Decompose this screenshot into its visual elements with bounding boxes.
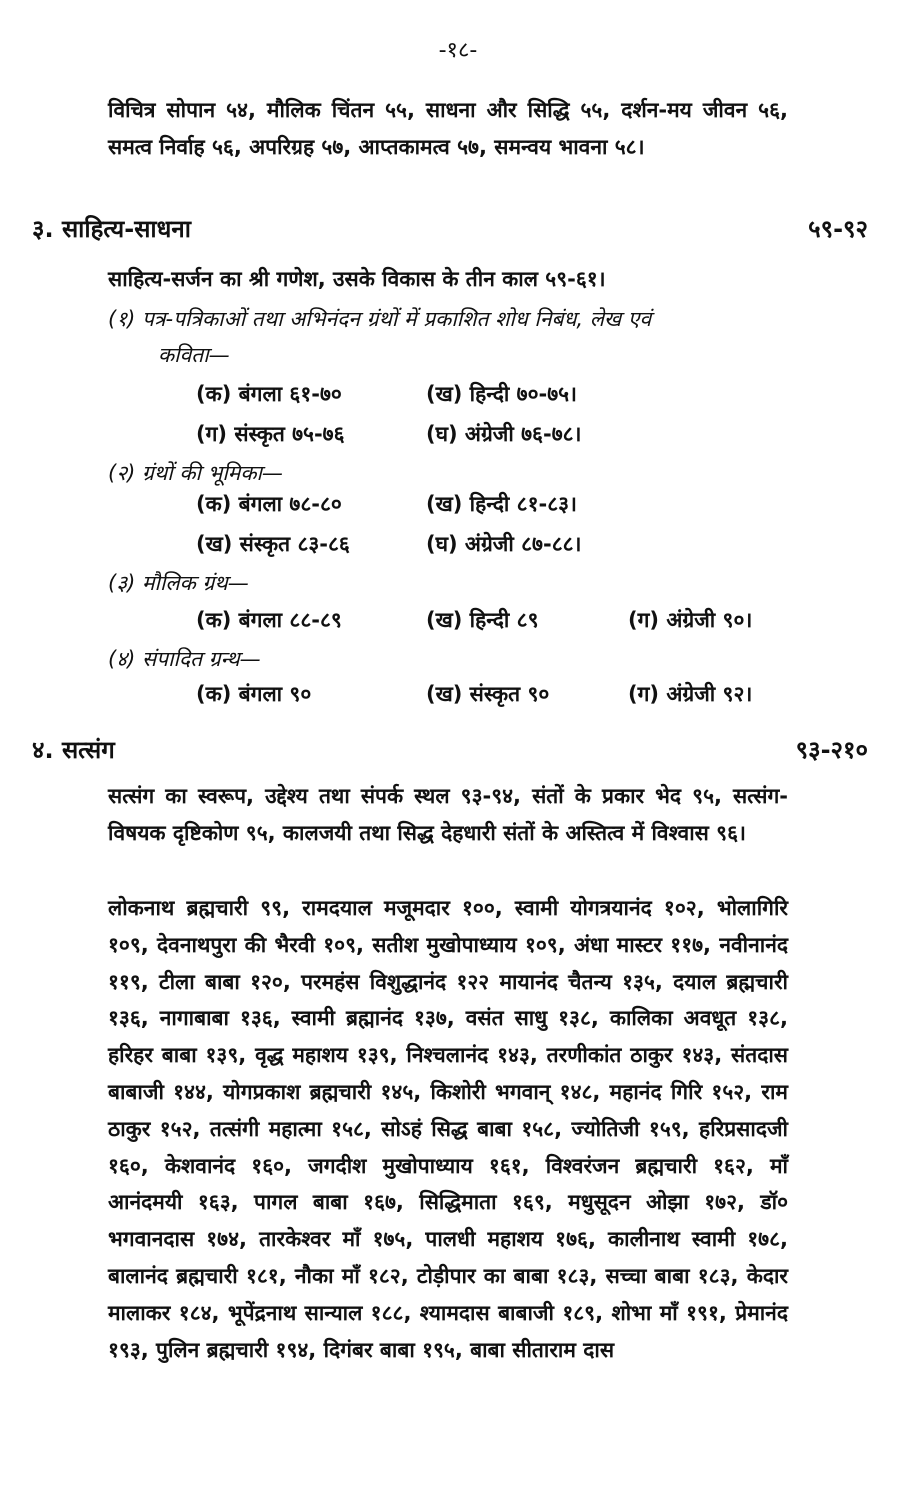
sub-2-row1-col1: (क) बंगला ७८-८० — [196, 492, 342, 516]
sub-2-row2-col2: (घ) अंग्रेजी ८७-८८। — [426, 532, 582, 556]
sub-3-row1-col3: (ग) अंग्रेजी ९०। — [628, 608, 753, 632]
section-4-paragraph-1: सत्संग का स्वरूप, उद्देश्य तथा संपर्क स्थल ९३-९४, संतों के प्रकार भेद ९५, सत्संग-विषयक दृष्टिकोण ९५, कालजयी तथा सिद्ध देहधारी संतों के अस्तित्व में विश्वास ९६। — [108, 784, 788, 845]
sub-1-row2-col2: (घ) अंग्रेजी ७६-७८। — [426, 422, 582, 446]
section-4-page-range: ९३-२१० — [795, 736, 868, 764]
page-number: -१८- — [438, 38, 478, 63]
sub-2-row1-col2: (ख) हिन्दी ८१-८३। — [426, 492, 578, 516]
section-4-paragraph-2: लोकनाथ ब्रह्मचारी ९९, रामदयाल मजूमदार १००, स्वामी योगत्रयानंद १०२, भोलागिरि १०९, देवनाथपुरा की भैरवी १०९, सतीश मुखोपाध्याय १०९, अंधा मास्टर ११७, नवीनानंद ११९, टीला बाबा १२०, परमहंस विशुद्धानंद १२२ मायानंद चैतन्य १३५, दयाल ब्रह्मचारी १३६, नागाबाबा १३६, स्वामी ब्रह्मानंद १३७, वसंत साधु १३८, कालिका अवधूत १३८, हरिहर बाबा १३९, वृद्ध महाशय १३९, निश्चलानंद १४३, तरणीकांत ठाकुर १४३, संतदास बाबाजी १४४, योगप्रकाश ब्रह्मचारी १४५, किशोरी भगवान् १४८, महानंद गिरि १५२, राम ठाकुर १५२, तत्संगी महात्मा १५८, सोऽहं सिद्ध बाबा १५८, ज्योतिजी १५९, हरिप्रसादजी १६०, केशवानंद १६०, जगदीश मुखोपाध्याय १६१, विश्वरंजन ब्रह्मचारी १६२, माँ आनंदमयी १६३, पागल बाबा १६७, सिद्धिमाता १६९, मधुसूदन ओझा १७२, डॉ० भगवानदास १७४, तारकेश्वर माँ १७५, पालधी महाशय १७६, कालीनाथ स्वामी १७८, बालानंद ब्रह्मचारी १८१, नौका माँ १८२, टोड़ीपार का बाबा १८३, सच्चा बाबा १८३, केदार मालाकर १८४, भूपेंद्रनाथ सान्याल १८८, श्यामदास बाबाजी १८९, शोभा माँ १९१, प्रेमानंद १९३, पुलिन ब्रह्मचारी १९४, दिगंबर बाबा १९५, बाबा सीताराम दास — [108, 896, 788, 1362]
sub-1-row1-col1: (क) बंगला ६१-७० — [196, 382, 342, 406]
sub-1-row2-col1: (ग) संस्कृत ७५-७६ — [196, 422, 345, 446]
sub-4-row1-col2: (ख) संस्कृत ९० — [426, 682, 550, 706]
sub-2-heading: (२) ग्रंथों की भूमिका— — [108, 461, 283, 485]
sub-4-heading: (४) संपादित ग्रन्थ— — [108, 647, 261, 671]
sub-1-row1-col2: (ख) हिन्दी ७०-७५। — [426, 382, 578, 406]
section-3-intro: साहित्य-सर्जन का श्री गणेश, उसके विकास के तीन काल ५९-६१। — [108, 267, 606, 291]
section-4-heading — [32, 733, 868, 773]
sub-4-row1-col3: (ग) अंग्रेजी ९२। — [628, 682, 753, 706]
sub-2-row2-col1: (ख) संस्कृत ८३-८६ — [196, 532, 350, 556]
sub-4-row1-col1: (क) बंगला ९० — [196, 682, 312, 706]
sub-3-row1-col1: (क) बंगला ८८-८९ — [196, 608, 342, 632]
sub-3-row1-col2: (ख) हिन्दी ८९ — [426, 608, 539, 632]
sub-3-heading: (३) मौलिक ग्रंथ— — [108, 571, 249, 595]
section-4-title: ४. सत्संग — [32, 736, 115, 764]
sub-1-heading-line1: (१) पत्र-पत्रिकाओं तथा अभिनंदन ग्रंथों में प्रकाशित शोध निबंध, लेख एवं — [108, 307, 652, 331]
section-3-title: ३. साहित्य-साधना — [32, 215, 191, 243]
intro-paragraph: विचित्र सोपान ५४, मौलिक चिंतन ५५, साधना और सिद्धि ५५, दर्शन-मय जीवन ५६, समत्व निर्वाह ५६, अपरिग्रह ५७, आप्तकामत्व ५७, समन्वय भावना ५८। — [108, 98, 788, 159]
section-3-page-range: ५९-९२ — [808, 215, 868, 243]
sub-1-heading-line2: कविता— — [158, 343, 230, 367]
section-3-heading — [32, 212, 868, 252]
